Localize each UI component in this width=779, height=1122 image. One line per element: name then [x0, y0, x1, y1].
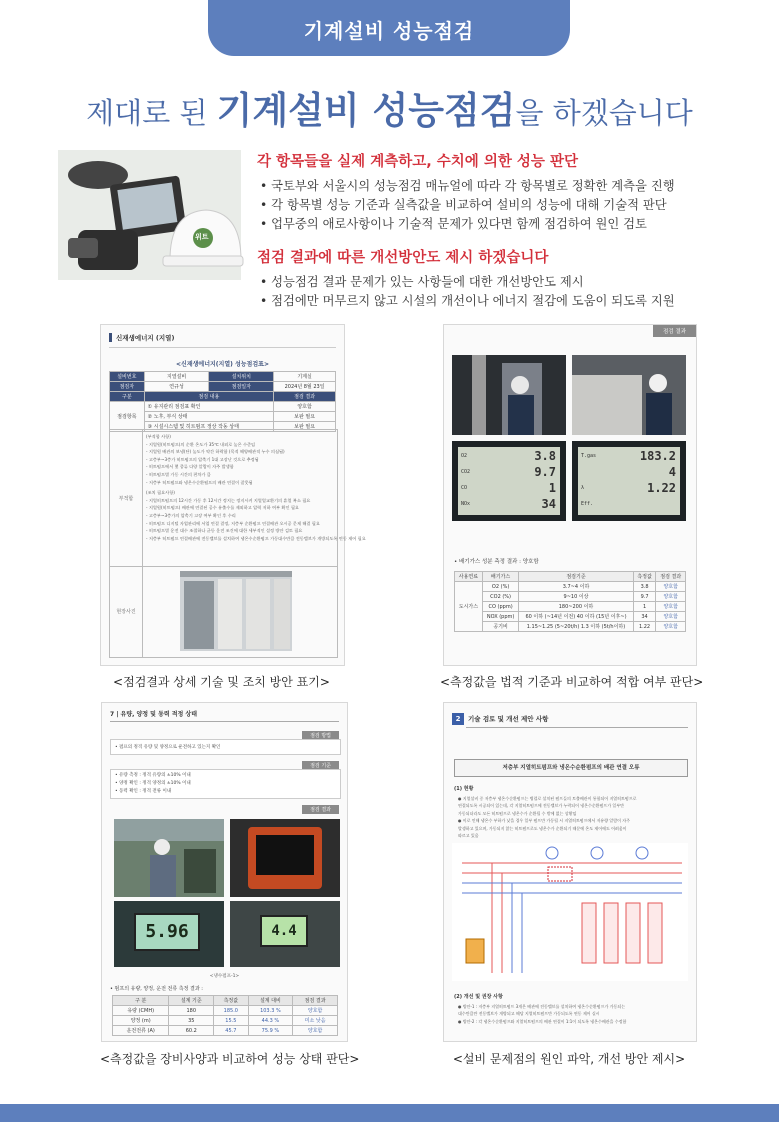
- panel-pump-check: [101, 702, 348, 1042]
- caption-1: <점검결과 상세 기술 및 조치 방안 표기>: [113, 675, 330, 689]
- panel-geothermal-report: [100, 324, 366, 666]
- panel4-sub2: (2) 개선 및 권장 사항: [454, 994, 503, 1000]
- headline: [0, 80, 779, 134]
- helmet-logo-text: 위트: [195, 233, 209, 241]
- headline-prefix: 제대로 된: [86, 96, 217, 130]
- pump-photo-label: <냉수펌프-1>: [209, 974, 240, 979]
- panel1-issue-label: 부적합: [110, 430, 143, 566]
- headline-suffix: 을 하겠습니다: [515, 96, 693, 130]
- panel4-sub1: (1) 현황: [454, 786, 474, 792]
- section1-bullet: • 각 항목별 성능 기준과 실측값을 비교하여 설비의 성능에 대해 기술적 판단: [260, 198, 667, 212]
- machine-room-photo: [180, 571, 292, 651]
- panel1-photo-box: [109, 565, 338, 658]
- section2-heading: 점검 결과에 따른 개선방안도 제시 하겠습니다: [257, 250, 549, 266]
- section1-bullet: • 국토부와 서울시의 성능점검 매뉴얼에 따라 각 항목별로 정확한 계측을 진행: [260, 179, 675, 193]
- inspector-photo-left: [452, 355, 566, 435]
- inspector-photo-right: [572, 355, 686, 435]
- equipment-photo: [58, 150, 241, 280]
- caption-3: <측정값을 장비사양과 비교하여 성능 상태 판단>: [100, 1052, 360, 1066]
- flow-meter-display: 5.96: [114, 901, 224, 967]
- section2-bullet: • 성능점검 결과 문제가 있는 사항들에 대한 개선방안도 제시: [260, 275, 584, 289]
- panel1-title: <신재생에너지(지열) 성능점검표>: [176, 361, 269, 368]
- caption-4: <설비 문제점의 원인 파악, 개선 방안 제시>: [452, 1052, 686, 1066]
- panel1-section-label: 신재생에너지 (지열): [109, 333, 174, 342]
- panel4-status-text: ● 지열설비 중 저층부 냉온수순환펌프는 병렬로 설치된 펌프들의 토출배관이 통합되어 지열히트펌프로 연결되도록 시공되어 있는데, 각 지열히트펌프에 전동밸브가 누락되어 냉온수순환펌프가 일부만 가동되더라도 모든 히트펌프로 냉온수가 순환될 수 밖에 없는 상황임 ● 이로 인해 냉온수 부하가 낮을 경우 일부 펌프만 가동될 시 지열히트펌프에서 저유량 알람이 자주 발생하고 있으며, 가동되지 않는 히트펌프로도 냉온수가 순환되기 때문에 온도 제어에도 어려움이 따르고 있음: [458, 796, 637, 839]
- panel3-criteria-box: • 유량 측정 : 정격 유량의 ±10% 이내 • 양정 확인 : 정격 양정의 ±10% 이내 • 동력 확인 : 정격 전류 이내: [110, 769, 341, 799]
- section1-heading: 각 항목들을 실제 계측하고, 수치에 의한 성능 판단: [257, 154, 578, 170]
- pressure-gauge-photo: [230, 819, 340, 897]
- power-meter-display: 4.4: [230, 901, 340, 967]
- panel4-recommend-text: ● 방안-1 : 저층부 지열히트펌프 3개은 배관에 전동밸브를 설치하여 냉온수순환펌프가 가동되는 대수만큼만 전동밸브가 개방되고 해당 지열히트펌프만 가동되도록 연동 제어 실시 ● 방안-2 : 각 냉온수순환펌프와 지열히트펌프의 배관 연결이 1:1이 되도록 냉온수배관을 수정함: [458, 1004, 627, 1024]
- panel3-tab-result: 점검 결과: [302, 805, 339, 814]
- panel3-method-box: • 펌프의 정격 유량 및 양정으로 운전하고 있는지 확인: [110, 739, 341, 755]
- gas-analyzer-screen-right: T.gas 183.2 4 λ 1.22 Eff.: [572, 441, 686, 521]
- panel2-tab: 점검 결과: [653, 325, 696, 337]
- panel3-result-line: • 펌프의 유량, 양정, 운전 전류 측정 결과 :: [110, 986, 203, 992]
- gas-analyzer-screen-left: O2 3.8 CO2 9.7 CO 1 NOx 34: [452, 441, 566, 521]
- panel3-tab-method: 점검 방법: [302, 731, 339, 740]
- page-tab-title: 기계설비 성능점검: [208, 0, 570, 56]
- pump-result-table: 구 분 설계 기준 측정값 설계 대비 점검 결과 유량 (CMH) 180 185.0 103.3 % 양호함 양정 (m) 35 15.5 44.3 % 미소 낮음 운전전류 (A) 60.2 45.7 75.9 % 양호함: [112, 995, 338, 1036]
- panel4-title: 기술 검토 및 개선 제안 사항: [468, 715, 549, 723]
- panel4-number: 2: [452, 713, 464, 725]
- caption-2: <측정값을 법적 기준과 비교하여 적합 여부 판단>: [440, 675, 704, 689]
- exhaust-gas-table: 사용연료 배기가스 점검기준 측정값 점검 결과 도시가스 O2 (%) 3.7~4 이하 3.8 양호함 CO2 (%) 9~10 이상 9.7 양호함 CO (ppm) 180~200 이하 1 양호함 NOX (ppm) 60 이하 (~14년 이전) 40 이하 (15년 이후~) 34 양호함 공기비 1.15~1.25 (5~20t/h) 1.3 이하 (5t/h이하) 1.22 양호함: [454, 571, 686, 632]
- panel1-issue-box: [109, 429, 366, 567]
- panel1-info-table: 설비번호 지열설비 설치위치 기계실 점검자 연규성 점검일자 2024년 8월 23일 구분 점검 내용 점검 결과 점검항목 ① 유지관리 점검표 확인 양호함 ② 노후, 부식 상태 보완 필요 ③ 시설시스템 및 히트펌프 정상 작동 상태 보완 필요: [109, 371, 336, 432]
- panel3-tab-criteria: 점검 기준: [302, 761, 339, 770]
- panel1-issue-text: (부적합 사항) - 지열원(히트펌프)의 순환 온도가 35℃ 내외로 높은 수준임 - 지열원 배관의 보냉(단) 높도가 약간 하락함 (목적 해양배관적 누수 의심됨) - 고층부~3층가 히트펌프의 압축기 1대 고장난 것으로 추정됨 - 히트펌프에서 몇 종류 다양 알람이 자주 발생함 - 히트펌프별 가동 시간의 편차가 큼 - 저층부 히트펌프와 냉온수순환펌프의 배관 연결이 잘못됨 (조치 필요사항) - 지열히트펌프의 12시간 가동 후 12시간 정지는 정지시켜 지열열교환기의 휴열 복소 필요 - 지열원(히트펌프) 배관에 연결된 공수 유출수를 제외하고 압력 저하 여부 확인 필요 - 고층부~3층가의 압축기 고장 여부 확인 후 수리 - 히트펌프 디지털 자업관리에 서업 연결 결정, 저층부 순환펌프 연결배관 오시공 문제 해결 필요 - 히트펌프별 운전 대수 조절하나 균등 운전 조건에 대한 세부적인 설정 방안 검토 필요 - 저층부 히트펌프 연결배관에 전동밸브를 설치하여 냉온수순환펌프 가동대수만큼 전동밸브가 개방되도록 연동 제어 필요: [146, 434, 366, 541]
- panel2-table-title: • 배기가스 성분 측정 결과 : 양호함: [454, 559, 539, 565]
- piping-diagram: [452, 843, 688, 981]
- panel-exhaust-gas: [443, 324, 697, 666]
- panel4-box-title: 저층부 지열히트펌프와 냉온수순환펌프의 배관 연결 오류: [454, 759, 688, 777]
- panel1-photo-label: 현장사진: [110, 565, 143, 657]
- section2-bullet: • 점검에만 머무르지 않고 시설의 개선이나 에너지 절감에 도움이 되도록 지원: [260, 294, 675, 308]
- panel3-title: 7 | 유량, 양정 및 동력 적정 상태: [110, 711, 198, 718]
- section1-bullet: • 업무중의 애로사항이나 기술적 문제가 있다면 함께 점검하여 원인 검토: [260, 217, 647, 231]
- headline-emphasis: 기계설비 성능점검: [216, 89, 516, 132]
- panel-technical-review: [443, 702, 697, 1042]
- pump-inspector-photo: [114, 819, 224, 897]
- footer-bar: [0, 1104, 779, 1122]
